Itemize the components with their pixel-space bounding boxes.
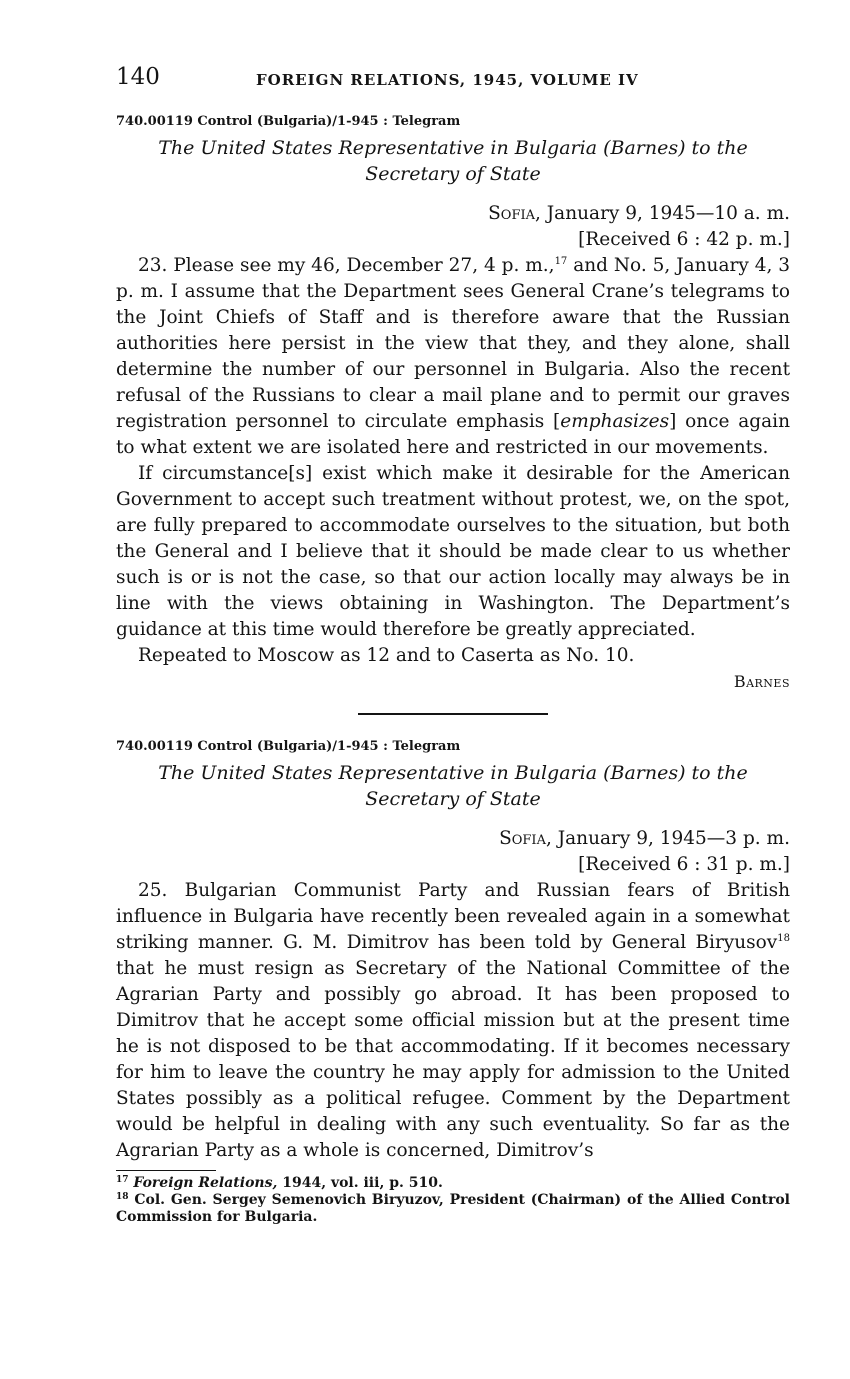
received-note: [Received 6 : 31 p. m.]: [578, 854, 790, 875]
paragraph: [116, 253, 790, 461]
separator-rule: [358, 713, 548, 715]
footnote-text: Col. Gen. Sergey Semenovich Biryuzov, President (Chairman) of the Allied Control Commission for Bulgaria.: [116, 1192, 790, 1225]
footnote: [116, 1175, 790, 1192]
paragraph: [116, 878, 790, 1164]
footnote-number: 17: [116, 1175, 129, 1185]
running-header: [116, 64, 790, 100]
footnote-number: 18: [116, 1192, 129, 1202]
place-name: Sofia: [499, 828, 546, 849]
footnote-rule: [116, 1170, 216, 1171]
paragraph: Repeated to Moscow as 12 and to Caserta as No. 10.: [138, 645, 635, 666]
place-name: Sofia: [488, 203, 535, 224]
paragraph-text: and No. 5, January 4, 3 p. m. I assume that the Department sees General Crane’s telegrams to the Joint Chiefs of Staff and is therefore aware that the Russian authorities here persist in the view that they, and they alone, shall determine the number of our personnel in Bulgaria. Also the recent refusal of the Russians to clear a mail plane and to permit our graves registration personnel to circulate emphasis [: [116, 255, 791, 432]
paragraph-text: ] once again to what extent we are isolated here and restricted in our movements.: [116, 411, 790, 458]
editorial-correction: emphasizes: [560, 411, 670, 432]
paragraph-text: that he must resign as Secretary of the National Committee of the Agrarian Party and possibly go abroad. It has been proposed to Dimitrov that he accept some official mission but at the present time he is not disposed to be that accommodating. If it becomes necessary for him to leave the country he may apply for admission to the United States possibly as a political refugee. Comment by the Department would be helpful in dealing with any such eventuality. So far as the Agrarian Party as a whole is concerned, Dimitrov’s: [116, 958, 790, 1161]
dateline: [116, 826, 790, 852]
page-number: 140: [116, 64, 160, 90]
dateline: [116, 201, 790, 227]
footnote-title: Foreign Relations,: [133, 1175, 278, 1191]
paragraph: If circumstance[s] exist which make it desirable for the American Government to accept such treatment without protest, we, on the spot, are fully prepared to accommodate ourselves to the situation, but both the General and I believe that it should be made clear to us whether such is or is not the case, so that our action locally may always be in line with the views obtaining in Washington. The Department’s guidance at this time would therefore be greatly appreciated.: [116, 463, 790, 640]
paragraph-text: 23. Please see my 46, December 27, 4 p. m.,: [138, 255, 555, 276]
received-note: [Received 6 : 42 p. m.]: [578, 229, 790, 250]
date-time: , January 9, 1945—10 a. m.: [535, 203, 790, 224]
file-reference: 740.00119 Control (Bulgaria)/1-945 : Telegram: [116, 739, 461, 754]
file-reference: 740.00119 Control (Bulgaria)/1-945 : Telegram: [116, 114, 461, 129]
footnote-text: 1944, vol. iii, p. 510.: [277, 1175, 443, 1191]
signature: Barnes: [733, 672, 790, 691]
running-title: FOREIGN RELATIONS, 1945, VOLUME IV: [256, 71, 639, 89]
paragraph-text: 25. Bulgarian Communist Party and Russian fears of British influence in Bulgaria have recently been revealed again in a somewhat striking manner. G. M. Dimitrov has been told by General Biryusov: [116, 880, 790, 953]
date-time: , January 9, 1945—3 p. m.: [545, 828, 790, 849]
footnote-ref: 18: [777, 933, 790, 944]
footnote-ref: 17: [554, 256, 568, 267]
footnote: [116, 1192, 790, 1226]
document-heading: The United States Representative in Bulgaria (Barnes) to the Secretary of State: [158, 137, 748, 185]
document-page: [116, 64, 790, 1226]
document-heading: The United States Representative in Bulgaria (Barnes) to the Secretary of State: [158, 762, 748, 810]
